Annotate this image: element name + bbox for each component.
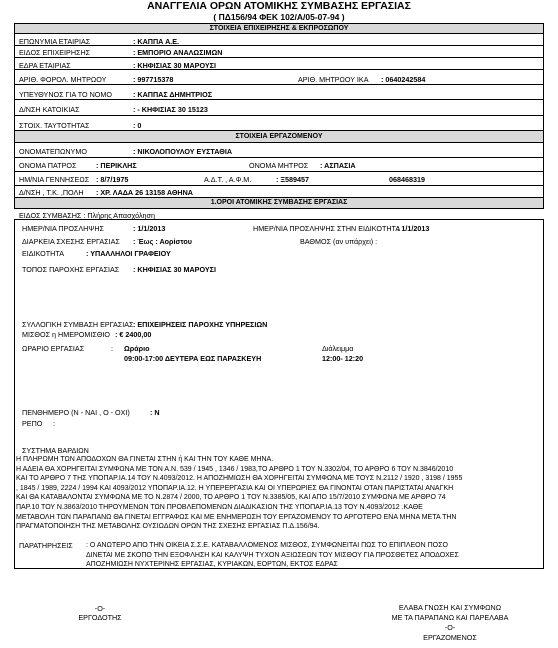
schedule-header: Ωράριο — [124, 344, 150, 353]
schedule-colon: : — [111, 344, 113, 353]
document-title: ΑΝΑΓΓΕΛΙΑ ΟΡΩΝ ΑΤΟΜΙΚΗΣ ΣΥΜΒΑΣΗΣ ΕΡΓΑΣΙΑΣ — [147, 0, 411, 12]
contract-type: ΕΙΔΟΣ ΣΥΜΒΑΣΗΣ : Πλήρης Απασχόληση — [19, 211, 155, 220]
divider — [14, 157, 544, 158]
company-name-value: : ΚΑΠΠΑ Α.Ε. — [133, 37, 180, 46]
id-card-value: : Ξ589457 — [276, 175, 310, 184]
business-type-label: ΕΙΔΟΣ ΕΠΙΧΕΙΡΗΣΗΣ — [19, 48, 91, 57]
tax-number-value: : 997715378 — [133, 75, 174, 84]
workplace-value: : ΚΗΦΙΣΙΑΣ 30 ΜΑΡΟΥΣΙ — [133, 265, 216, 274]
birth-date-value: : 8/7/1975 — [96, 175, 129, 184]
employee-address-value: : ΧΡ. ΛΑΔΑ 26 13158 ΑΘΗΝΑ — [96, 188, 193, 197]
employee-mark: -Ο- — [444, 623, 456, 632]
duration-value: : Έως : Αορίστου — [133, 237, 192, 246]
schedule-label: ΩΡΑΡΙΟ ΕΡΓΑΣΙΑΣ — [22, 344, 85, 353]
break-value: 12:00- 12:20 — [322, 354, 364, 363]
rest-day-label: ΡΕΠΟ — [22, 419, 43, 428]
document-subtitle: ( ΠΔ156/94 ΦΕΚ 102/Α/05-07-94 ) — [213, 12, 345, 22]
specialty-label: ΕΙΔΙΚΟΤΗΤΑ — [22, 249, 64, 258]
rest-day-value: : — [53, 419, 55, 428]
payment-terms-text: Η ΠΛΗΡΩΜΗ ΤΩΝ ΑΠΟΔΟΧΩΝ ΘΑ ΓΙΝΕΤΑΙ ΣΤΗΝ ή ΚΑΙ ΤΗΝ ΤΟΥ ΚΑΘΕ ΜΗΝΑ. Η ΑΔΕΙΑ ΘΑ ΧΟΡΗΓΕΙΤΑΙ ΣΥΜΦΩΝΑ ΜΕ ΤΟΝ Α.Ν. 539 / 1945 , 1346 / 1983,ΤΟ ΑΡΘΡΟ 1 ΤΟΥ Ν.3302/04, ΤΟ ΑΡΘΡΟ 6 ΤΟΥ Ν.3846/2010 ΚΑΙ ΤΟ ΑΡΘΡΟ 7 ΤΗΣ ΥΠΟΠΑΡ.ΙΑ.14 ΤΟΥ Ν.4093/2012. Η ΑΠΟΖΗΜΙΩΣΗ ΘΑ ΧΟΡΗΓΕΙΤΑΙ ΣΥΜΦΩΝΑ ΜΕ ΤΟΥΣ Ν.2112 / 1920 , 3198 / 1955 , 1845 / 1989, 2224 / 1994 ΚΑΙ 4093/2012 ΥΠΟΠΑΡ.ΙΑ.12. Η ΥΠΕΡΕΡΓΑΣΙΑ ΚΑΙ ΟΙ ΥΠΕΡΩΡΙΕΣ ΘΑ ΓΙΝΟΝΤΑΙ ΟΤΑΝ ΠΑΡΙΣΤΑΤΑΙ ΑΝΑΓΚΗ ΚΑΙ ΘΑ ΚΑΤΑΒΑΛΟΝΤΑΙ ΣΥΜΦΩΝΑ ΜΕ ΤΟ Ν.2874 / 2000, ΤΟ ΑΡΘΡΟ 1 ΤΟΥ Ν.3385/05, ΚΑΙ ΑΠΟ 15/7/2010 ΣΥΜΦΩΝΑ ΜΕ ΑΡΘΡΟ 74 ΠΑΡ.10 ΤΟΥ Ν.3863/2010 ΤΗΡΟΥΜΕΝΩΝ ΤΩΝ ΠΡΟΒΛΕΠΟΜΕΝΩΝ ΔΙΑΔΙΚΑΣΙΩΝ ΤΗΣ ΥΠΟΠΑΡ.ΙΑ.13 ΤΟΥ Ν.4093/2012 .ΚΑΘΕ ΜΕΤΑΒΟΛΗ ΤΩΝ ΠΑΡΑΠΑΝΩ ΘΑ ΓΙΝΕΤΑΙ ΕΓΓΡΑΦΩΣ ΚΑΙ ΜΕ ΕΝΗΜΕΡΩΣΗ ΤΟΥ ΕΡΓΑΖΟΜΕΝΟΥ ΤΟ ΑΡΓΟΤΕΡΟ ΕΝΑ ΜΗΝΑ ΜΕΤΑ ΤΗΝ ΠΡΑΓΜΑΤΟΠΟΙΗΣΗ ΤΗΣ ΜΕΤΑΒΟΛΗΣ ΟΥΣΙΩΔΩΝ ΟΡΩΝ ΤΗΣ ΣΧΕΣΗΣ ΕΡΓΑΣΙΑΣ Π.Δ.156/94. — [16, 456, 463, 531]
break-header: Διάλειμμα — [322, 344, 354, 353]
terms-section-title: 1.ΟΡΟΙ ΑΤΟΜΙΚΗΣ ΣΥΜΒΑΣΗΣ ΕΡΓΑΣΙΑΣ — [14, 197, 544, 209]
employer-signature-label: ΕΡΓΟΔΟΤΗΣ — [78, 613, 122, 622]
specialty-hire-date-value: : 1/1/2013 — [397, 224, 430, 233]
divider — [14, 185, 544, 186]
mother-name-value: : ΑΣΠΑΣΙΑ — [320, 161, 356, 170]
acknowledgement-line-1: ΕΛΑΒΑ ΓΝΩΣΗ ΚΑΙ ΣΥΜΦΩΝΩ — [398, 603, 502, 612]
company-seat-label: ΕΔΡΑ ΕΤΑΙΡΙΑΣ — [19, 61, 71, 70]
hire-date-label: ΗΜΕΡ/ΝΙΑ ΠΡΟΣΛΗΨΗΣ — [22, 224, 104, 233]
salary-label: ΜΙΣΘΟΣ η ΗΜΕΡΟΜΙΣΘΙΟ — [22, 330, 111, 339]
remarks-label: ΠΑΡΑΤΗΡΗΣΕΙΣ — [19, 541, 73, 550]
employee-section-title: ΣΤΟΙΧΕΙΑ ΕΡΓΑΖΟΜΕΝΟΥ — [14, 130, 544, 143]
employer-section-title: ΣΤΟΙΧΕΙΑ ΕΠΙΧΕΙΡΗΣΗΣ & ΕΚΠΡΟΣΩΠΟΥ — [14, 23, 544, 34]
divider — [14, 57, 544, 58]
tax-number-label: ΑΡΙΘ. ΦΟΡΟΛ. ΜΗΤΡΩΟΥ — [19, 75, 107, 84]
grade-label: ΒΑΘΜΟΣ (αν υπάρχει) : — [300, 237, 378, 246]
duration-label: ΔΙΑΡΚΕΙΑ ΣΧΕΣΗΣ ΕΡΓΑΣΙΑΣ — [22, 237, 120, 246]
hire-date-value: : 1/1/2013 — [133, 224, 166, 233]
company-seat-value: : ΚΗΦΙΣΙΑΣ 30 ΜΑΡΟΥΣΙ — [133, 61, 216, 70]
ika-number-label: ΑΡΙΘ. ΜΗΤΡΩΟΥ ΙΚΑ — [298, 75, 369, 84]
employee-tax-value: 068468319 — [389, 175, 425, 184]
residence-address-label: Δ/ΝΣΗ ΚΑΤΟΙΚΙΑΣ — [19, 105, 80, 114]
collective-agreement-label: ΣΥΛΛΟΓΙΚΗ ΣΥΜΒΑΣΗ ΕΡΓΑΣΙΑΣ — [22, 320, 134, 329]
employer-mark: -Ο- — [94, 604, 106, 613]
collective-agreement-value: : ΕΠΙΧΕΙΡΗΣΕΙΣ ΠΑΡΟΧΗΣ ΥΠΗΡΕΣΙΩΝ — [133, 320, 268, 329]
divider — [14, 69, 544, 70]
ika-number-value: : 0640242584 — [381, 75, 426, 84]
five-day-label: ΠΕΝΘΗΜΕΡΟ (Ν - ΝΑΙ , Ο - ΟΧΙ) — [22, 408, 130, 417]
id-label: ΣΤΟΙΧ. ΤΑΥΤΟΤΗΤΑΣ — [19, 121, 90, 130]
specialty-hire-date-label: ΗΜΕΡ/ΝΙΑ ΠΡΟΣΛΗΨΗΣ ΣΤΗΝ ΕΙΔΙΚΟΤΗΤΑ — [253, 224, 401, 233]
legal-rep-value: : ΚΑΠΠΑΣ ΔΗΜΗΤΡΙΟΣ — [133, 90, 213, 99]
residence-address-value: : - ΚΗΦΙΣΙΑΣ 30 15123 — [133, 105, 208, 114]
employee-name-label: ΟΝΟΜΑΤΕΠΩΝΥΜΟ — [19, 147, 87, 156]
id-tax-label: Α.Δ.Τ. , Α.Φ.Μ. — [204, 175, 252, 184]
company-name-label: ΕΠΩΝΥΜΙΑ ΕΤΑΙΡΙΑΣ — [19, 37, 91, 46]
legal-rep-label: ΥΠΕΥΘΥΝΟΣ ΓΙΑ ΤΟ ΝΟΜΟ — [19, 90, 112, 99]
divider — [14, 99, 544, 100]
divider — [14, 171, 544, 172]
salary-value: : € 2400,00 — [115, 330, 152, 339]
acknowledgement-line-2: ΜΕ ΤΑ ΠΑΡΑΠΑΝΩ ΚΑΙ ΠΑΡΕΛΑΒΑ — [391, 613, 509, 622]
divider — [14, 84, 544, 85]
divider — [14, 45, 544, 46]
business-type-value: : ΕΜΠΟΡΙΟ ΑΝΑΛΩΣΙΜΩΝ — [133, 48, 223, 57]
workplace-label: ΤΟΠΟΣ ΠΑΡΟΧΗΣ ΕΡΓΑΣΙΑΣ — [22, 265, 120, 274]
father-name-value: : ΠΕΡΙΚΛΗΣ — [96, 161, 137, 170]
five-day-value: : Ν — [150, 408, 160, 417]
employee-signature-label: ΕΡΓΑΖΟΜΕΝΟΣ — [423, 633, 477, 642]
father-name-label: ΟΝΟΜΑ ΠΑΤΡΟΣ — [19, 161, 77, 170]
remarks-text: : Ο ΑΝΩΤΕΡΟ ΑΠΟ ΤΗΝ ΟΙΚΕΙΑ Σ.Σ.Ε. ΚΑΤΑΒΑΛΛΟΜΕΝΟΣ ΜΙΣΘΟΣ, ΣΥΜΦΩΝΕΙΤΑΙ ΠΩΣ ΤΟ ΕΠΙΠΛΕΟΝ ΠΟΣΟ ΔΙΝΕΤΑΙ ΜΕ ΣΚΟΠΟ ΤΗΝ ΕΞΟΦΛΗΣΗ ΚΑΙ ΚΑΛΥΨΗ ΤΥΧΟΝ ΑΞΙΩΣΕΩΝ ΤΟΥ ΜΙΣΘΟΥ ΓΙΑ ΠΡΟΣΘΕΤΕΣ ΑΠΟΔΟΧΕΣ ΑΠΟΖΗΜΙΩΣΗ ΝΥΧΤΕΡΙΝΗΣ ΕΡΓΑΣΙΑΣ, ΚΥΡΙΑΚΩΝ, ΕΟΡΤΩΝ, ΕΚΤΟΣ ΕΔΡΑΣ — [86, 542, 459, 569]
employee-name-value: : ΝΙΚΟΛΟΠΟΥΛΟΥ ΕΥΣΤΑΘΙΑ — [133, 147, 233, 156]
divider — [14, 115, 544, 116]
birth-date-label: ΗΜ/ΝΙΑ ΓΕΝΝΗΣΕΩΣ — [19, 175, 90, 184]
mother-name-label: ΟΝΟΜΑ ΜΗΤΡΟΣ — [249, 161, 309, 170]
shift-system-label: ΣΥΣΤΗΜΑ ΒΑΡΔΙΩΝ — [22, 446, 89, 455]
id-value: : 0 — [133, 121, 142, 130]
employee-address-label: Δ/ΝΣΗ , Τ.Κ. ,ΠΟΛΗ — [19, 188, 84, 197]
specialty-value: : ΥΠΑΛΛΗΛΟΙ ΓΡΑΦΕΙΟΥ — [86, 249, 171, 258]
schedule-value: 09:00-17:00 ΔΕΥΤΕΡΑ ΕΩΣ ΠΑΡΑΣΚΕΥΗ — [124, 354, 262, 363]
